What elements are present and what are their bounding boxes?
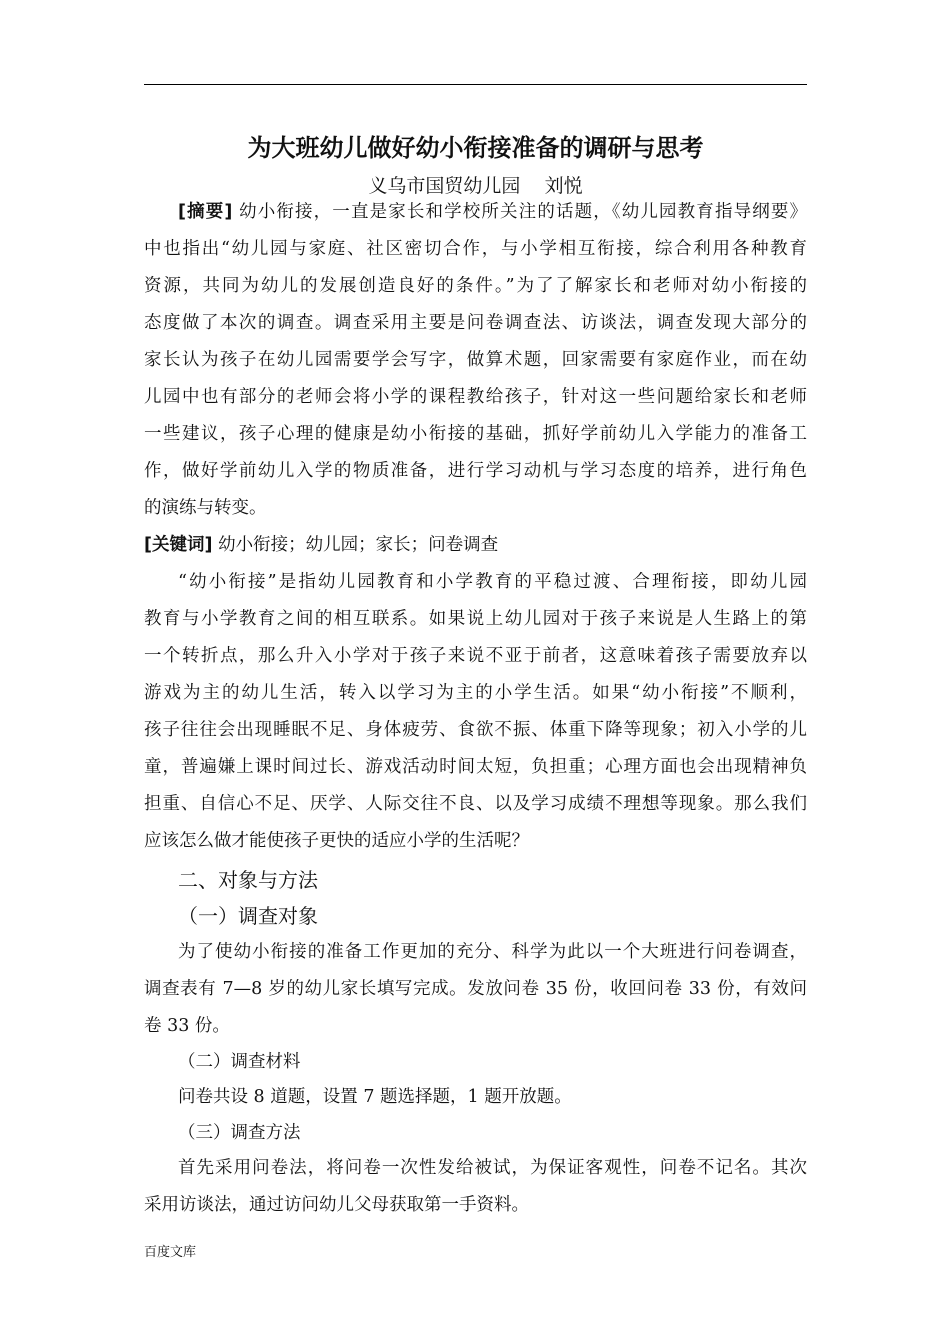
intro-last-line: 应该怎么做才能使孩子更快的适应小学的生活呢？ [144,831,529,851]
author-line: 义乌市国贸幼儿园 刘悦 [368,175,583,197]
intro-line: 一个转折点，那么升入小学对于孩子来说不亚于前者，这意味着孩子需要放弃以 [144,646,807,666]
abstract-line: 中也指出“幼儿园与家庭、社区密切合作，与小学相互衔接，综合利用各种教育 [144,239,807,259]
intro-line: 游戏为主的幼儿生活，转入以学习为主的小学生活。如果“幼小衔接”不顺利， [144,683,807,703]
intro-line: 童，普遍嫌上课时间过长、游戏活动时间太短，负担重；心理方面也会出现精神负 [144,757,807,777]
keywords-label: [关键词] [144,535,213,555]
sub1-line: 调查表有 7—8 岁的幼儿家长填写完成。发放问卷 35 份，收回问卷 33 份，有效问 [144,979,807,999]
intro-first-line: “幼小衔接”是指幼儿园教育和小学教育的平稳过渡、合理衔接，即幼儿园 [178,572,807,592]
sub3-last-line: 采用访谈法，通过访问幼儿父母获取第一手资料。 [144,1195,529,1215]
sub1-last-line: 卷 33 份。 [144,1016,230,1036]
subsection-heading: （三）调查方法 [178,1123,301,1143]
intro-line: 教育与小学教育之间的相互联系。如果说上幼儿园对于孩子来说是人生路上的第 [144,609,807,629]
footer-brand: 百度文库 [144,1245,197,1260]
document-title: 为大班幼儿做好幼小衔接准备的调研与思考 [247,134,704,162]
subsection-heading: （一）调查对象 [178,904,318,928]
abstract-line: 态度做了本次的调查。调查采用主要是问卷调查法、访谈法，调查发现大部分的 [144,313,807,333]
abstract-line: 资源，共同为幼儿的发展创造良好的条件。”为了了解家长和老师对幼小衔接的 [144,276,807,296]
abstract-line: 儿园中也有部分的老师会将小学的课程教给孩子，针对这一些问题给家长和老师 [144,387,807,407]
keywords-text: 幼小衔接；幼儿园；家长；问卷调查 [218,535,499,555]
keywords-line [144,532,498,558]
abstract-last-line: 的演练与转变。 [144,498,267,518]
sub3-first-line: 首先采用问卷法，将问卷一次性发给被试，为保证客观性，问卷不记名。其次 [178,1158,807,1178]
header-rule [144,84,807,85]
abstract-text: 幼小衔接，一直是家长和学校所关注的话题，《幼儿园教育指导纲要》 [239,202,807,222]
sub1-first-line: 为了使幼小衔接的准备工作更加的充分、科学为此以一个大班进行问卷调查， [178,942,807,962]
intro-line: 孩子往往会出现睡眠不足、身体疲劳、食欲不振、体重下降等现象；初入小学的儿 [144,720,807,740]
section-heading: 二、对象与方法 [178,868,318,892]
subsection-heading: （二）调查材料 [178,1052,301,1072]
abstract-line: 一些建议，孩子心理的健康是幼小衔接的基础，抓好学前幼儿入学能力的准备工 [144,424,807,444]
abstract-line: 家长认为孩子在幼儿园需要学会写字，做算术题，回家需要有家庭作业，而在幼 [144,350,807,370]
intro-line: 担重、自信心不足、厌学、人际交往不良、以及学习成绩不理想等现象。那么我们 [144,794,807,814]
abstract-label: [摘要] [178,202,233,222]
sub2-text: 问卷共设 8 道题，设置 7 题选择题，1 题开放题。 [178,1087,572,1107]
abstract-first-line [178,199,807,225]
abstract-line: 作，做好学前幼儿入学的物质准备，进行学习动机与学习态度的培养，进行角色 [144,461,807,481]
